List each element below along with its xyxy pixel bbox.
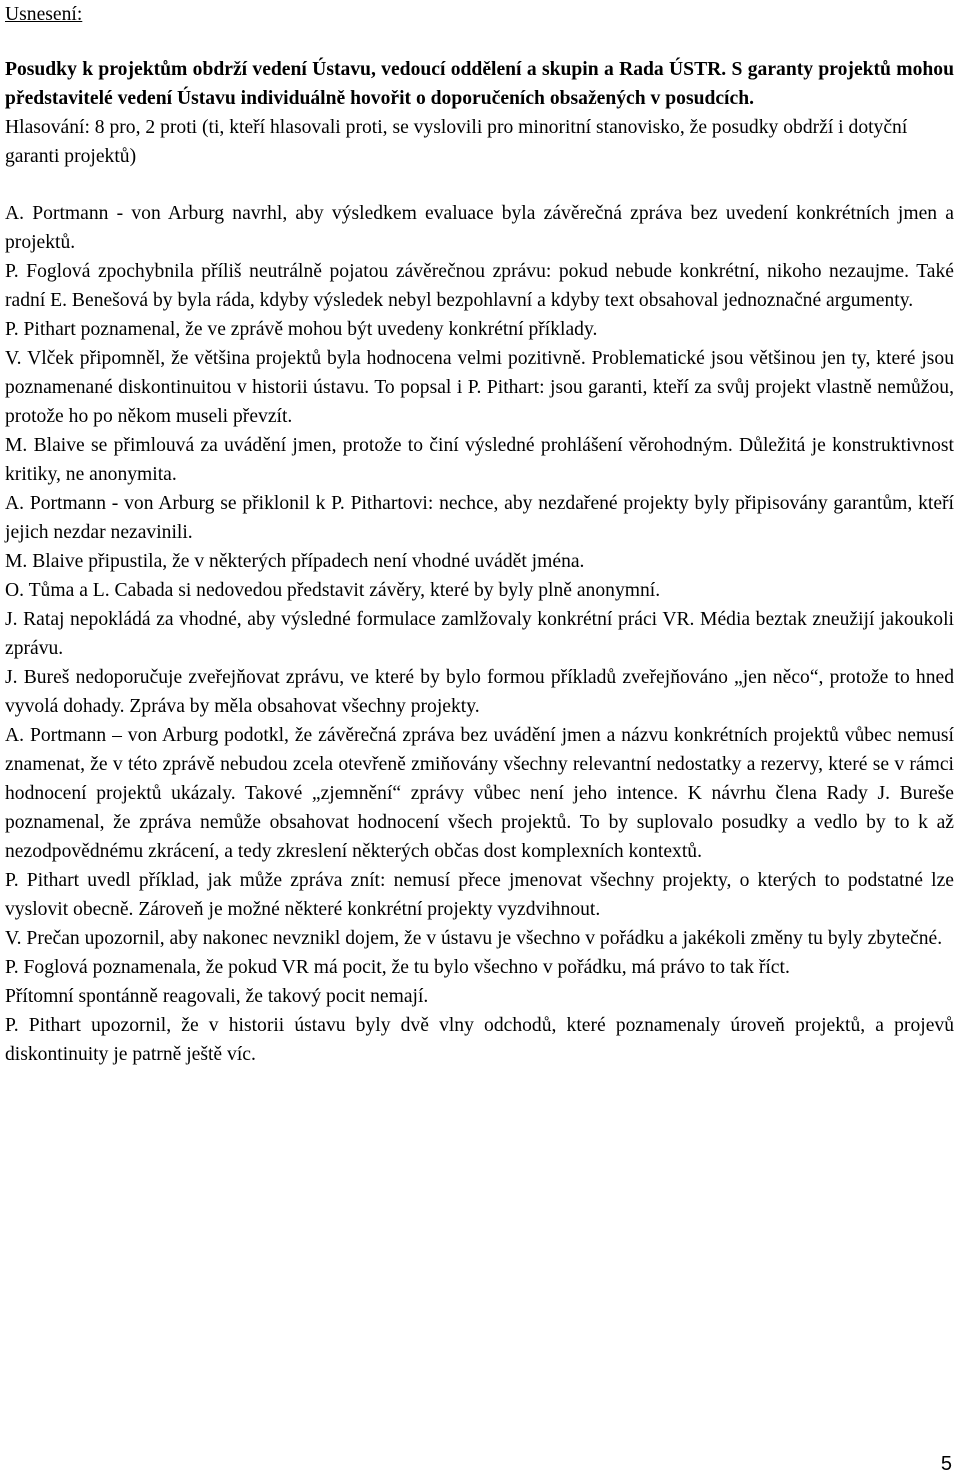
- vote-result: Hlasování: 8 pro, 2 proti (ti, kteří hlasovali proti, se vyslovili pro minoritní stanovisko, že posudky obdrží i dotyční garanti projektů): [5, 117, 908, 167]
- paragraph: M. Blaive připustila, že v některých případech není vhodné uvádět jména.: [5, 551, 585, 572]
- paragraph: P. Foglová zpochybnila příliš neutrálně pojatou závěrečnou zprávu: pokud nebude konkrétní, nikoho nezaujme. Také radní E. Benešová by byla ráda, kdyby výsledek nebyl bezpohlavní a kdyby text obsahoval jednoznačné argumenty.: [5, 261, 954, 311]
- page-number: 5: [940, 1453, 952, 1475]
- paragraph: P. Pithart uvedl příklad, jak může zpráva znít: nemusí přece jmenovat všechny projekty, o kterých to podstatné lze vyslovit obecně. Zároveň je možné některé konkrétní projekty vyzdvihnout.: [5, 870, 954, 920]
- paragraph: A. Portmann - von Arburg se přiklonil k P. Pithartovi: nechce, aby nezdařené projekty byly připisovány garantům, kteří jejich nezdar nezavinili.: [5, 493, 954, 543]
- paragraph: P. Pithart upozornil, že v historii ústavu byly dvě vlny odchodů, které poznamenaly úroveň projektů, a projevů diskontinuity je patrně ještě víc.: [5, 1015, 954, 1065]
- paragraph: J. Rataj nepokládá za vhodné, aby výsledné formulace zamlžovaly konkrétní práci VR. Média beztak zneužijí jakoukoli zprávu.: [5, 609, 954, 659]
- paragraph: Přítomní spontánně reagovali, že takový pocit nemají.: [5, 986, 429, 1007]
- paragraph: P. Foglová poznamenala, že pokud VR má pocit, že tu bylo všechno v pořádku, má právo to tak říct.: [5, 957, 790, 978]
- spacer: [5, 171, 954, 199]
- resolution-heading: Usnesení:: [5, 4, 83, 25]
- paragraph: P. Pithart poznamenal, že ve zprávě mohou být uvedeny konkrétní příklady.: [5, 319, 598, 340]
- resolution-text: Posudky k projektům obdrží vedení Ústavu, vedoucí oddělení a skupin a Rada ÚSTR. S garanty projektů mohou představitelé vedení Ústavu individuálně hovořit o doporučeních obsažených v posudcích.: [5, 59, 954, 109]
- paragraph: M. Blaive se přimlouvá za uvádění jmen, protože to činí výsledné prohlášení věrohodným. Důležitá je konstruktivnost kritiky, ne anonymita.: [5, 435, 954, 485]
- paragraph: O. Tůma a L. Cabada si nedovedou představit závěry, které by byly plně anonymní.: [5, 580, 661, 601]
- paragraph: J. Bureš nedoporučuje zveřejňovat zprávu, ve které by bylo formou příkladů zveřejňováno „jen něco“, protože to hned vyvolá dohady. Zpráva by měla obsahovat všechny projekty.: [5, 667, 954, 717]
- paragraph: A. Portmann - von Arburg navrhl, aby výsledkem evaluace byla závěrečná zpráva bez uvedení konkrétních jmen a projektů.: [5, 203, 954, 253]
- paragraph: V. Vlček připomněl, že většina projektů byla hodnocena velmi pozitivně. Problematické jsou většinou jen ty, které jsou poznamenané diskontinuitou v historii ústavu. To popsal i P. Pithart: jsou garanti, kteří za svůj projekt vlastně nemůžou, protože ho po někom museli převzít.: [5, 348, 954, 427]
- paragraph: V. Prečan upozornil, aby nakonec nevznikl dojem, že v ústavu je všechno v pořádku a jakékoli změny tu byly zbytečné.: [5, 928, 943, 949]
- spacer: [5, 29, 954, 55]
- paragraph: A. Portmann – von Arburg podotkl, že závěrečná zpráva bez uvádění jmen a názvu konkrétních projektů vůbec nemusí znamenat, že v této zprávě nebudou zcela otevřeně zmiňovány všechny relevantní nedostatky a rezervy, které se v rámci hodnocení projektů ukázaly. Takové „zjemnění“ zprávy vůbec není jeho intence. K návrhu člena Rady J. Bureše poznamenal, že zpráva nemůže obsahovat hodnocení všech projektů. To by suplovalo posudky a vedlo by to k až nezodpovědnému zkrácení, a tedy zkreslení některých občas dost komplexních kontextů.: [5, 725, 954, 862]
